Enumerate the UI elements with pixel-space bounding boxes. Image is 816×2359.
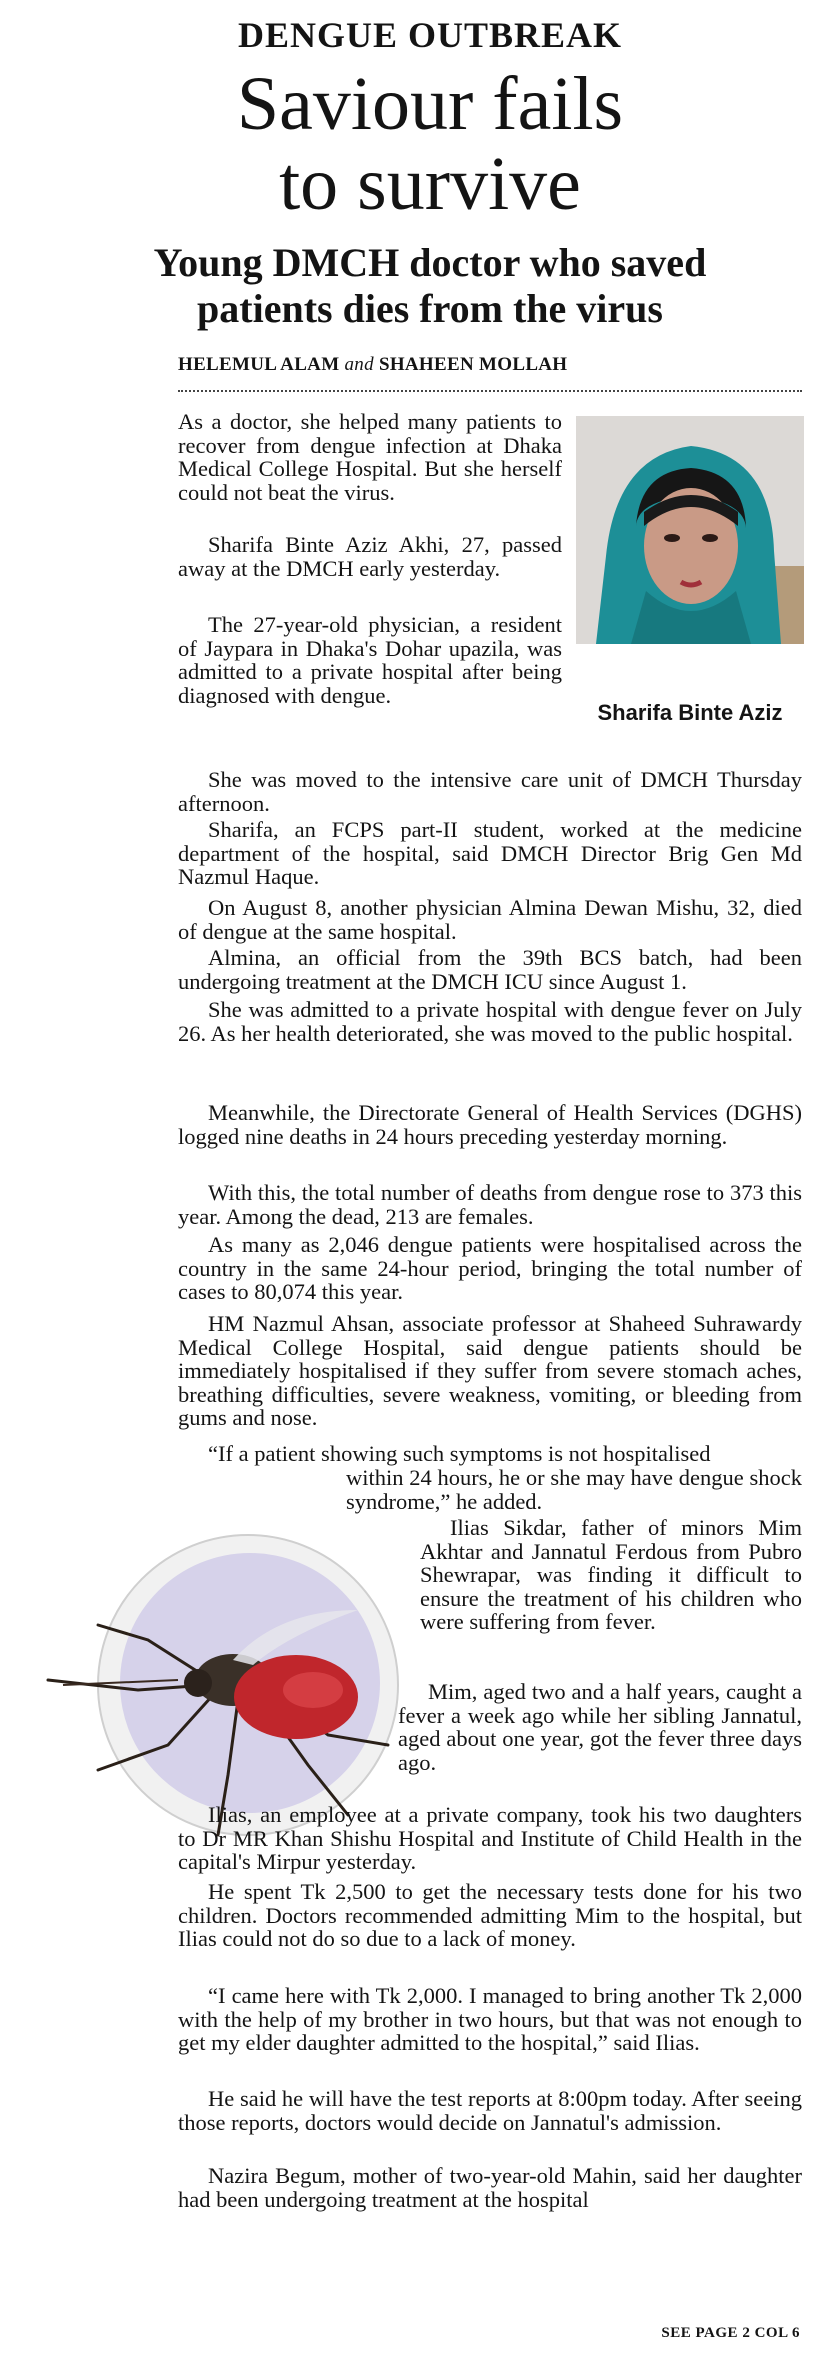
byline — [178, 354, 567, 376]
paragraph-1: As a doctor, she helped many patients to recover from dengue infection at Dhaka Medical College Hospital. But she herself could not beat the virus. — [178, 409, 562, 505]
paragraph-14: Ilias Sikdar, father of minors Mim Akhtar and Jannatul Ferdous from Pubro Shewrapar, was finding it difficult to ensure the treatment of his children who were suffering from fever. — [420, 1515, 802, 1635]
continued-jump-line: SEE PAGE 2 COL 6 — [661, 2325, 800, 2341]
paragraph-2: Sharifa Binte Aziz Akhi, 27, passed away at the DMCH early yesterday. — [178, 532, 562, 581]
headline-line-1: Saviour fails — [236, 62, 624, 146]
paragraph-16: Ilias, an employee at a private company, took his two daughters to Dr MR Khan Shishu Hospital and Institute of Child Health in the capital's Mirpur yesterday. — [178, 1802, 802, 1875]
paragraph-12: HM Nazmul Ahsan, associate professor at Shaheed Suhrawardy Medical College Hospital, said dengue patients should be immediately hospitalised if they suffer from severe stomach aches, breathing difficulties, severe weakness, vomiting, or bleeding from gums and nose. — [178, 1311, 802, 1431]
paragraph-4: She was moved to the intensive care unit of DMCH Thursday afternoon. — [178, 767, 802, 816]
paragraph-11: As many as 2,046 dengue patients were hospitalised across the country in the same 24-hour period, bringing the total number of cases to 80,074 this year. — [178, 1232, 802, 1305]
byline-divider — [178, 390, 802, 392]
paragraph-10: With this, the total number of deaths from dengue rose to 373 this year. Among the dead, 213 are females. — [178, 1180, 802, 1229]
paragraph-7: Almina, an official from the 39th BCS batch, had been undergoing treatment at the DMCH ICU since August 1. — [178, 945, 802, 994]
byline-and: and — [344, 354, 374, 375]
headline-line-2: to survive — [279, 142, 581, 226]
subhead: Young DMCH doctor who saved patients dies from the virus — [153, 240, 707, 331]
paragraph-5: Sharifa, an FCPS part-II student, worked at the medicine department of the hospital, said DMCH Director Brig Gen Md Nazmul Haque. — [178, 817, 802, 890]
kicker: DENGUE OUTBREAK — [237, 15, 623, 55]
paragraph-8: She was admitted to a private hospital with dengue fever on July 26. As her health deteriorated, she was moved to the public hospital. — [178, 997, 802, 1046]
headline — [120, 64, 740, 224]
paragraph-9: Meanwhile, the Directorate General of Health Services (DGHS) logged nine deaths in 24 hours preceding yesterday morning. — [178, 1100, 802, 1149]
author-1: HELEMUL ALAM — [178, 354, 340, 375]
paragraph-13-continued: within 24 hours, he or she may have dengue shock syndrome,” he added. — [346, 1465, 802, 1514]
paragraph-6: On August 8, another physician Almina Dewan Mishu, 32, died of dengue at the same hospital. — [178, 895, 802, 944]
paragraph-15: Mim, aged two and a half years, caught a fever a week ago while her sibling Jannatul, aged about one year, got the fever three days ago. — [398, 1679, 802, 1775]
author-2: SHAHEEN MOLLAH — [378, 354, 568, 375]
paragraph-18: “I came here with Tk 2,000. I managed to bring another Tk 2,000 with the help of my brother in two hours, but that was not enough to get my elder daughter admitted to the hospital,” said Ilias. — [178, 1983, 802, 2056]
paragraph-17: He spent Tk 2,500 to get the necessary tests done for his two children. Doctors recommended admitting Mim to the hospital, but Ilias could not do so due to a lack of money. — [178, 1879, 802, 1952]
photo-caption: Sharifa Binte Aziz — [597, 700, 783, 725]
portrait-photo — [576, 416, 804, 644]
paragraph-19: He said he will have the test reports at 8:00pm today. After seeing those reports, doctors would decide on Jannatul's admission. — [178, 2086, 802, 2135]
paragraph-3: The 27-year-old physician, a resident of Jaypara in Dhaka's Dohar upazila, was admitted to a private hospital after being diagnosed with dengue. — [178, 612, 562, 708]
paragraph-13: “If a patient showing such symptoms is not hospitalised — [208, 1441, 711, 1466]
paragraph-20: Nazira Begum, mother of two-year-old Mahin, said her daughter had been undergoing treatment at the hospital — [178, 2163, 802, 2212]
